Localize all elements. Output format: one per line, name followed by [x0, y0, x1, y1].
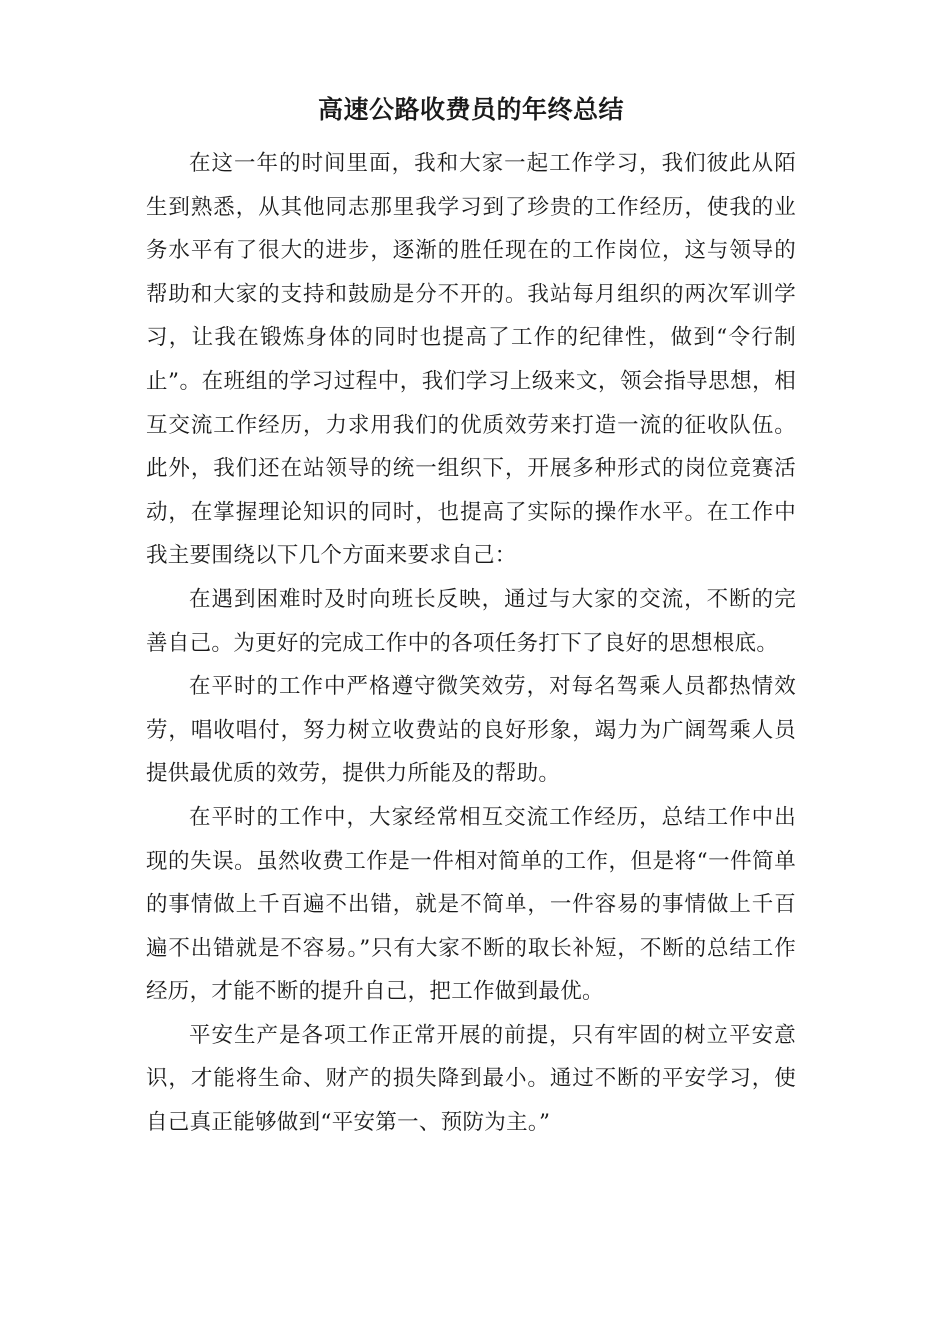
paragraph-5: 平安生产是各项工作正常开展的前提，只有牢固的树立平安意识，才能将生命、财产的损失降到最小。通过不断的平安学习，使自己真正能够做到“平安第一、预防为主。” — [146, 1022, 796, 1136]
paragraph-4: 在平时的工作中，大家经常相互交流工作经历，总结工作中出现的失误。虽然收费工作是一件相对简单的工作，但是将“一件简单的事情做上千百遍不出错，就是不简单，一件容易的事情做上千百遍不出错就是不容易。”只有大家不断的取长补短，不断的总结工作经历，才能不断的提升自己，把工作做到最优。 — [146, 804, 796, 1005]
document-page — [146, 88, 796, 1145]
document-title: 高速公路收费员的年终总结 — [317, 95, 624, 124]
paragraph-1: 在这一年的时间里面，我和大家一起工作学习，我们彼此从陌生到熟悉，从其他同志那里我学习到了珍贵的工作经历，使我的业务水平有了很大的进步，逐渐的胜任现在的工作岗位，这与领导的帮助和大家的支持和鼓励是分不开的。我站每月组织的两次军训学习，让我在锻炼身体的同时也提高了工作的纪律性，做到“令行制止”。在班组的学习过程中，我们学习上级来文，领会指导思想，相互交流工作经历，力求用我们的优质效劳来打造一流的征收队伍。此外，我们还在站领导的统一组织下，开展多种形式的岗位竞赛活动，在掌握理论知识的同时，也提高了实际的操作水平。在工作中我主要围绕以下几个方面来要求自己： — [146, 151, 796, 569]
paragraph-3: 在平时的工作中严格遵守微笑效劳，对每名驾乘人员都热情效劳，唱收唱付，努力树立收费站的良好形象，竭力为广阔驾乘人员提供最优质的效劳，提供力所能及的帮助。 — [146, 674, 796, 787]
paragraph-2: 在遇到困难时及时向班长反映，通过与大家的交流，不断的完善自己。为更好的完成工作中的各项任务打下了良好的思想根底。 — [146, 586, 796, 656]
